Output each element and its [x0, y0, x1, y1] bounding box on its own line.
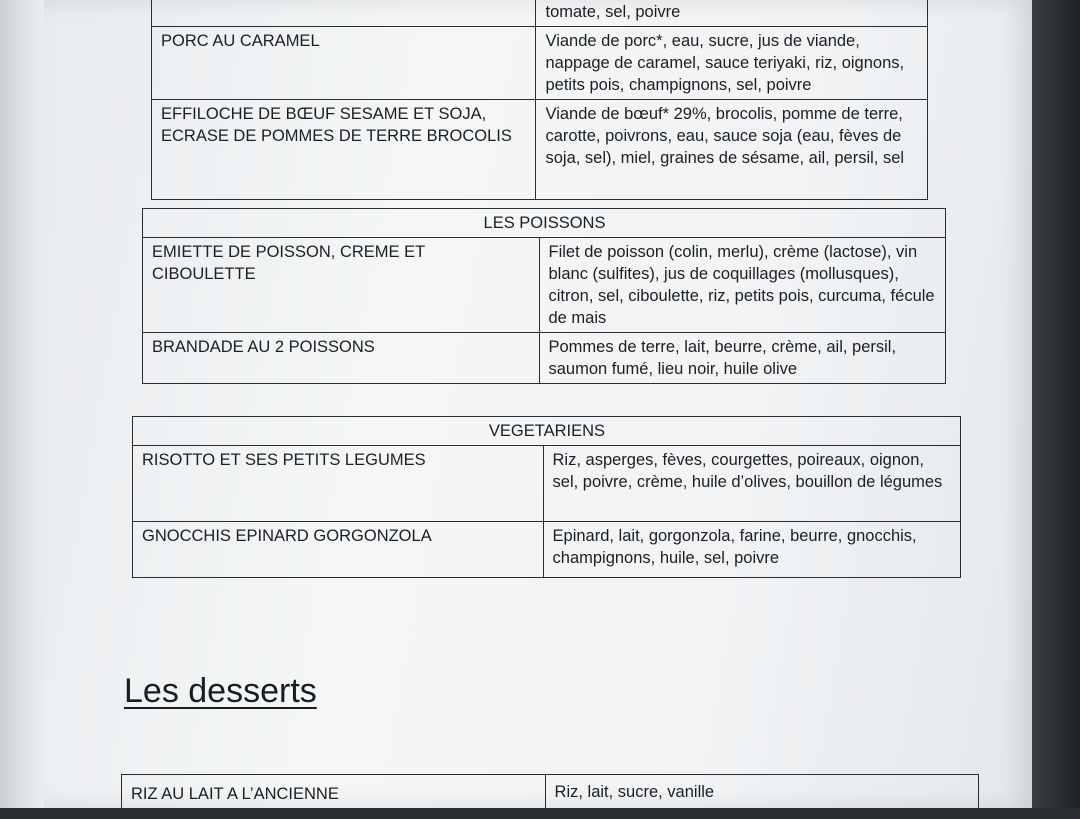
dish-name: EFFILOCHE DE BŒUF SESAME ET SOJA, ECRASE DE POMMES DE TERRE BROCOLIS [152, 100, 536, 200]
page-right-edge [1032, 0, 1080, 808]
dish-name: EMIETTE DE POISSON, CREME ET CIBOULETTE [143, 238, 540, 333]
dish-ingredients: Riz, lait, sucre, vanille [545, 775, 978, 819]
dish-name: BRANDADE AU 2 POISSONS [143, 333, 540, 384]
dish-ingredients: Epinard, lait, gorgonzola, farine, beurre, gnocchis, champignons, huile, sel, poivre [543, 522, 960, 578]
dish-name: GNOCCHIS EPINARD GORGONZOLA [133, 522, 544, 578]
table-header-row [133, 417, 961, 446]
dish-ingredients: Viande de porc*, eau, sucre, jus de viande, nappage de caramel, sauce teriyaki, riz, oignons, petits pois, champignons, sel, poivre [536, 27, 928, 100]
table-row [133, 446, 961, 522]
dish-name [152, 0, 536, 27]
section-header: LES POISSONS [143, 209, 946, 238]
dish-name: RISOTTO ET SES PETITS LEGUMES [133, 446, 544, 522]
table-row [143, 333, 946, 384]
table-row [152, 100, 928, 200]
dish-ingredients: Riz, asperges, fèves, courgettes, poireaux, oignon, sel, poivre, crème, huile d’olives, bouillon de légumes [543, 446, 960, 522]
meat-dishes-table [151, 0, 928, 200]
desserts-section-title: Les desserts [124, 672, 317, 710]
desserts-table [121, 774, 979, 819]
dish-ingredients: Pommes de terre, lait, beurre, crème, ail, persil, saumon fumé, lieu noir, huile olive [539, 333, 946, 384]
table-row [133, 522, 961, 578]
dish-ingredients: Viande de bœuf* 29%, brocolis, pomme de terre, carotte, poivrons, eau, sauce soja (eau, fèves de soja, sel), miel, graines de sésame, ail, persil, sel [536, 100, 928, 200]
table-row [143, 238, 946, 333]
fish-dishes-table [142, 208, 946, 384]
table-row [152, 27, 928, 100]
dish-ingredients: Filet de poisson (colin, merlu), crème (lactose), vin blanc (sulfites), jus de coquillages (mollusques), citron, sel, ciboulette, riz, petits pois, curcuma, fécule de mais [539, 238, 946, 333]
dish-name: RIZ AU LAIT A L’ANCIENNE [122, 775, 546, 819]
section-header: VEGETARIENS [133, 417, 961, 446]
vegetarian-dishes-table [132, 416, 961, 578]
table-row [122, 775, 979, 819]
table-row [152, 0, 928, 27]
dish-ingredients [536, 0, 928, 27]
table-header-row [143, 209, 946, 238]
ingredients-text: tomate, sel, poivre [545, 3, 681, 21]
dish-name: PORC AU CARAMEL [152, 27, 536, 100]
